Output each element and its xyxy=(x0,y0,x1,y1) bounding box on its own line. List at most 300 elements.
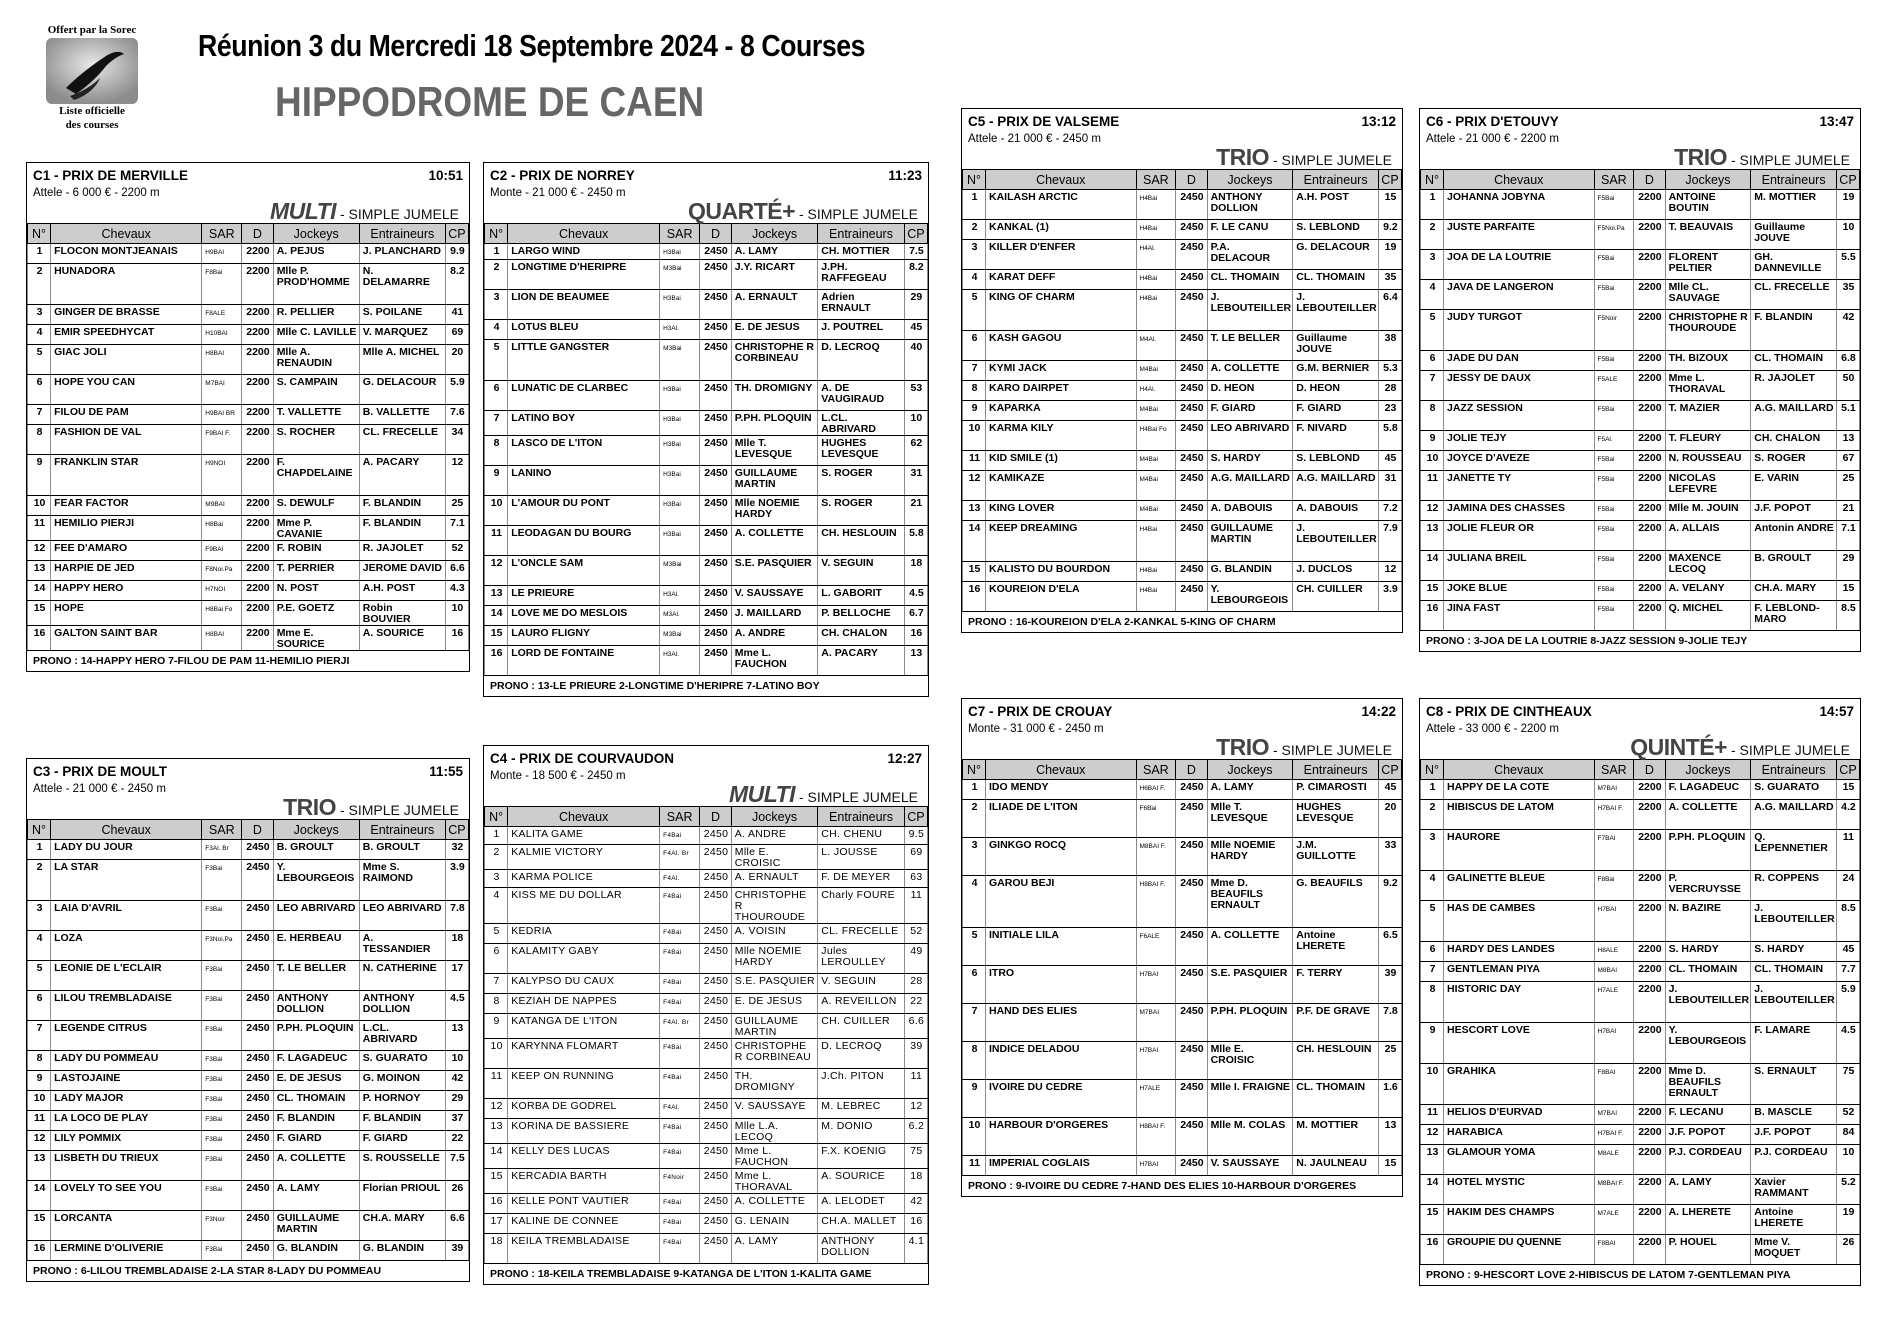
race-card-c6 xyxy=(1419,108,1861,652)
odds: 15 xyxy=(1378,1156,1401,1176)
distance: 2450 xyxy=(242,991,274,1021)
odds: 75 xyxy=(1836,1064,1859,1105)
sar-code: M4Bai xyxy=(1136,451,1176,471)
sar-code: F4Bai xyxy=(660,994,700,1014)
table-row xyxy=(485,944,928,974)
trainer-name: R. JAJOLET xyxy=(1751,371,1837,401)
runner-number: 2 xyxy=(963,220,986,240)
table-row xyxy=(485,1234,928,1264)
table-row xyxy=(485,827,928,845)
table-row xyxy=(28,425,469,455)
distance: 2450 xyxy=(242,1111,274,1131)
sar-code: H3Bai xyxy=(660,496,700,526)
table-row xyxy=(28,305,469,325)
sar-code: F5Noir xyxy=(1594,310,1634,351)
distance: 2450 xyxy=(1176,471,1207,501)
runner-number: 8 xyxy=(963,1042,986,1080)
horse-name: KING OF CHARM xyxy=(985,290,1136,331)
trainer-name: F. DE MEYER xyxy=(818,870,904,888)
table-row xyxy=(485,1144,928,1169)
horse-name: GALTON SAINT BAR xyxy=(51,626,202,651)
runner-number: 1 xyxy=(963,190,986,220)
distance: 2450 xyxy=(1176,562,1207,582)
odds: 39 xyxy=(445,1241,468,1261)
jockey-name: GUILLAUME MARTIN xyxy=(273,1211,359,1241)
horse-name: KALYPSO DU CAUX xyxy=(508,974,660,994)
horse-name: HISTORIC DAY xyxy=(1443,982,1594,1023)
sar-code: F4Al. Br xyxy=(660,845,700,870)
bet-main: QUINTÉ+ xyxy=(1630,734,1728,760)
odds: 62 xyxy=(904,436,927,466)
table-row xyxy=(1421,901,1860,942)
horse-name: EMIR SPEEDHYCAT xyxy=(51,325,202,345)
sar-code: H7BAI xyxy=(1594,1023,1634,1064)
trainer-name: CL. THOMAIN xyxy=(1751,351,1837,371)
distance: 2200 xyxy=(242,581,274,601)
jockey-name: TH. BIZOUX xyxy=(1665,351,1751,371)
odds: 8.5 xyxy=(1836,901,1859,942)
col-number-header: N° xyxy=(963,170,986,190)
sar-code: F4Al. xyxy=(660,1099,700,1119)
trainer-name: J. LEBOUTEILLER xyxy=(1751,982,1837,1023)
sar-code: F3Bai xyxy=(202,991,242,1021)
sar-code: H7BAI xyxy=(1594,901,1634,942)
header-row xyxy=(963,170,1402,190)
runner-number: 8 xyxy=(1421,401,1444,431)
table-row xyxy=(485,974,928,994)
col-odds-header: CP xyxy=(904,224,927,244)
odds: 15 xyxy=(1836,581,1859,601)
runner-number: 14 xyxy=(485,1144,508,1169)
odds: 9.2 xyxy=(1378,876,1401,928)
jockey-name: Mme L. THORAVAL xyxy=(1665,371,1751,401)
runner-number: 9 xyxy=(963,1080,986,1118)
runner-number: 8 xyxy=(28,1051,51,1071)
horse-name: HUNADORA xyxy=(51,264,202,305)
horse-name: KAILASH ARCTIC xyxy=(985,190,1136,220)
distance: 2450 xyxy=(1176,290,1207,331)
jockey-name: P. VERCRUYSSE xyxy=(1665,871,1751,901)
distance: 2450 xyxy=(1176,1042,1207,1080)
race-conditions: Attele - 21 000 € - 2200 m xyxy=(1426,133,1559,145)
race-header xyxy=(1420,109,1860,129)
trainer-name: F. LAMARE xyxy=(1751,1023,1837,1064)
sar-code: F4Bai xyxy=(660,1194,700,1214)
runner-number: 7 xyxy=(963,361,986,381)
odds: 12 xyxy=(904,1099,927,1119)
distance: 2200 xyxy=(1634,371,1665,401)
trainer-name: M. MOTTIER xyxy=(1293,1118,1379,1156)
distance: 2450 xyxy=(700,320,732,340)
odds: 7.7 xyxy=(1836,962,1859,982)
runner-number: 13 xyxy=(1421,1145,1444,1175)
trainer-name: B. MASCLE xyxy=(1751,1105,1837,1125)
table-row xyxy=(963,220,1402,240)
odds: 6.5 xyxy=(1378,928,1401,966)
sar-code: H8ALE xyxy=(1594,942,1634,962)
odds: 38 xyxy=(1378,331,1401,361)
horse-name: FILOU DE PAM xyxy=(51,405,202,425)
trainer-name: S. ERNAULT xyxy=(1751,1064,1837,1105)
horse-name: GENTLEMAN PIYA xyxy=(1443,962,1594,982)
trainer-name: LEO ABRIVARD xyxy=(359,901,445,931)
runner-number: 9 xyxy=(485,1014,508,1039)
jockey-name: F. GIARD xyxy=(273,1131,359,1151)
distance: 2200 xyxy=(242,244,274,264)
runners-table xyxy=(1420,169,1860,631)
jockey-name: G. LENAIN xyxy=(731,1214,817,1234)
sar-code: H6BAI F. xyxy=(1136,780,1176,800)
odds: 45 xyxy=(1836,942,1859,962)
table-row xyxy=(28,1051,469,1071)
odds: 42 xyxy=(1836,310,1859,351)
odds: 13 xyxy=(904,646,927,676)
trainer-name: F. BLANDIN xyxy=(359,496,445,516)
sar-code: F5Bai xyxy=(1594,401,1634,431)
horse-name: KANKAL (1) xyxy=(985,220,1136,240)
distance: 2450 xyxy=(700,1039,732,1069)
distance: 2450 xyxy=(242,1211,274,1241)
jockey-name: F. GIARD xyxy=(1207,401,1293,421)
trainer-name: Guillaume JOUVE xyxy=(1751,220,1837,250)
col-sar-header: SAR xyxy=(660,224,700,244)
bet-secondary: - SIMPLE JUMELE xyxy=(1269,152,1392,168)
jockey-name: A. COLLETTE xyxy=(731,526,817,556)
runner-number: 6 xyxy=(485,944,508,974)
sar-code: M4Bai xyxy=(1136,361,1176,381)
distance: 2200 xyxy=(1634,451,1665,471)
distance: 2200 xyxy=(242,405,274,425)
jockey-name: F. BLANDIN xyxy=(273,1111,359,1131)
odds: 26 xyxy=(445,1181,468,1211)
distance: 2200 xyxy=(242,541,274,561)
runners-table xyxy=(484,806,928,1264)
sar-code: F6ALE xyxy=(1136,928,1176,966)
runner-number: 2 xyxy=(28,264,51,305)
table-row xyxy=(28,1091,469,1111)
table-row xyxy=(485,466,928,496)
jockey-name: Q. MICHEL xyxy=(1665,601,1751,631)
race-header xyxy=(484,163,928,183)
horse-name: KALITA GAME xyxy=(508,827,660,845)
table-row xyxy=(485,1099,928,1119)
trainer-name: J.M. GUILLOTTE xyxy=(1293,838,1379,876)
sar-code: F5Bai xyxy=(1594,471,1634,501)
trainer-name: V. MARQUEZ xyxy=(359,325,445,345)
runner-number: 4 xyxy=(485,320,508,340)
bet-types xyxy=(27,795,469,819)
table-row xyxy=(1421,1064,1860,1105)
sar-code: F5Bai xyxy=(1594,581,1634,601)
jockey-name: TH. DROMIGNY xyxy=(731,1069,817,1099)
distance: 2450 xyxy=(242,1071,274,1091)
horse-name: LEODAGAN DU BOURG xyxy=(508,526,660,556)
horse-name: KEDRIA xyxy=(508,924,660,944)
odds: 22 xyxy=(445,1131,468,1151)
table-row xyxy=(28,1151,469,1181)
horse-name: LEONIE DE L'ECLAIR xyxy=(51,961,202,991)
bet-secondary: - SIMPLE JUMELE xyxy=(1269,742,1392,758)
odds: 5.3 xyxy=(1378,361,1401,381)
horse-name: LASTOJAINE xyxy=(51,1071,202,1091)
distance: 2450 xyxy=(242,901,274,931)
table-row xyxy=(963,780,1402,800)
runner-number: 12 xyxy=(485,556,508,586)
trainer-name: F. BLANDIN xyxy=(359,516,445,541)
table-row xyxy=(485,496,928,526)
trainer-name: Mlle A. MICHEL xyxy=(359,345,445,375)
distance: 2450 xyxy=(700,1214,732,1234)
sar-code: F9BAI F. xyxy=(202,425,242,455)
jockey-name: A. LAMY xyxy=(731,244,817,260)
distance: 2450 xyxy=(1176,1118,1207,1156)
runner-number: 1 xyxy=(28,244,51,264)
col-horse-header: Chevaux xyxy=(508,224,660,244)
horse-name: LOTUS BLEU xyxy=(508,320,660,340)
trainer-name: CH. CHALON xyxy=(1751,431,1837,451)
sar-code: M8ALE xyxy=(1594,1145,1634,1175)
sar-code: F4Bai xyxy=(660,1214,700,1234)
bet-types xyxy=(1420,735,1860,759)
trainer-name: F. BLANDIN xyxy=(1751,310,1837,351)
distance: 2200 xyxy=(242,425,274,455)
col-horse-header: Chevaux xyxy=(1443,170,1594,190)
runners-table xyxy=(27,819,469,1261)
odds: 21 xyxy=(904,496,927,526)
runner-number: 13 xyxy=(28,561,51,581)
jockey-name: ANTHONY DOLLION xyxy=(1207,190,1293,220)
sar-code: F3Bai xyxy=(202,961,242,991)
trainer-name: F. BLANDIN xyxy=(359,1111,445,1131)
odds: 7.9 xyxy=(1378,521,1401,562)
horse-name: JESSY DE DAUX xyxy=(1443,371,1594,401)
trainer-name: J. POUTREL xyxy=(818,320,904,340)
distance: 2450 xyxy=(1176,876,1207,928)
horse-name: INDICE DELADOU xyxy=(985,1042,1136,1080)
table-row xyxy=(963,1004,1402,1042)
odds: 5.2 xyxy=(1836,1175,1859,1205)
runners-table xyxy=(484,223,928,676)
trainer-name: J. LEBOUTEILLER xyxy=(1751,901,1837,942)
runner-number: 15 xyxy=(1421,1205,1444,1235)
horse-name: KARAT DEFF xyxy=(985,270,1136,290)
header-row xyxy=(485,224,928,244)
table-row xyxy=(1421,371,1860,401)
trainer-name: S. LEBLOND xyxy=(1293,220,1379,240)
jockey-name: MAXENCE LECOQ xyxy=(1665,551,1751,581)
distance: 2450 xyxy=(1176,220,1207,240)
runners-table xyxy=(1420,759,1860,1265)
jockey-name: N. BAZIRE xyxy=(1665,901,1751,942)
jockey-name: CHRISTOPHE R CORBINEAU xyxy=(731,340,817,381)
race-card-c8 xyxy=(1419,698,1861,1286)
trainer-name: M. DONIO xyxy=(818,1119,904,1144)
odds: 7.8 xyxy=(1378,1004,1401,1042)
col-odds-header: CP xyxy=(445,224,468,244)
runner-number: 6 xyxy=(1421,351,1444,371)
trainer-name: P. HORNOY xyxy=(359,1091,445,1111)
sar-code: H7BAI xyxy=(1136,1042,1176,1080)
distance: 2450 xyxy=(700,1099,732,1119)
race-title: C2 - PRIX DE NORREY xyxy=(490,168,635,183)
distance: 2200 xyxy=(242,345,274,375)
prono-line: PRONO : 9-HESCORT LOVE 2-HIBISCUS DE LATOM 7-GENTLEMAN PIYA xyxy=(1426,1269,1791,1281)
jockey-name: S.E. PASQUIER xyxy=(731,974,817,994)
table-row xyxy=(1421,1205,1860,1235)
trainer-name: Xavier RAMMANT xyxy=(1751,1175,1837,1205)
header-row xyxy=(28,820,469,840)
sar-code: F8ALE xyxy=(202,305,242,325)
odds: 10 xyxy=(1836,220,1859,250)
odds: 4.3 xyxy=(445,581,468,601)
odds: 39 xyxy=(904,1039,927,1069)
jockey-name: T. MAZIER xyxy=(1665,401,1751,431)
trainer-name: CH. CHALON xyxy=(818,626,904,646)
table-row xyxy=(1421,310,1860,351)
col-number-header: N° xyxy=(485,224,508,244)
jockey-name: N. POST xyxy=(273,581,359,601)
horse-name: LATINO BOY xyxy=(508,411,660,436)
odds: 13 xyxy=(1836,431,1859,451)
odds: 7.1 xyxy=(445,516,468,541)
trainer-name: JEROME DAVID xyxy=(359,561,445,581)
distance: 2450 xyxy=(700,526,732,556)
odds: 84 xyxy=(1836,1125,1859,1145)
col-jockey-header: Jockeys xyxy=(1665,170,1751,190)
odds: 1.6 xyxy=(1378,1080,1401,1118)
jockey-name: CHRISTOPHE R THOUROUDE xyxy=(1665,310,1751,351)
col-trainer-header: Entraineurs xyxy=(359,820,445,840)
col-sar-header: SAR xyxy=(202,820,242,840)
runner-number: 1 xyxy=(1421,780,1444,800)
sar-code: H8BAI xyxy=(202,345,242,375)
bet-types xyxy=(962,145,1402,169)
jockey-name: Mlle C. LAVILLE xyxy=(273,325,359,345)
header-row xyxy=(28,224,469,244)
sar-code: F4Bai xyxy=(660,1234,700,1264)
horse-name: LADY MAJOR xyxy=(51,1091,202,1111)
bet-secondary: - SIMPLE JUMELE xyxy=(336,802,459,818)
trainer-name: CL. THOMAIN xyxy=(1293,1080,1379,1118)
race-title: C4 - PRIX DE COURVAUDON xyxy=(490,751,675,766)
odds: 20 xyxy=(1378,800,1401,838)
horse-name: KEEP ON RUNNING xyxy=(508,1069,660,1099)
distance: 2450 xyxy=(700,944,732,974)
race-time: 11:55 xyxy=(429,764,463,779)
odds: 69 xyxy=(445,325,468,345)
horse-name: JAMINA DES CHASSES xyxy=(1443,501,1594,521)
sar-code: F4Bai xyxy=(660,924,700,944)
runner-number: 12 xyxy=(28,541,51,561)
jockey-name: S. HARDY xyxy=(1665,942,1751,962)
trainer-name: M. MOTTIER xyxy=(1751,190,1837,220)
table-row xyxy=(485,320,928,340)
runner-number: 7 xyxy=(28,405,51,425)
table-row xyxy=(28,1021,469,1051)
table-row xyxy=(28,244,469,264)
jockey-name: FLORENT PELTIER xyxy=(1665,250,1751,280)
distance: 2200 xyxy=(1634,1145,1665,1175)
col-horse-header: Chevaux xyxy=(508,807,660,827)
table-row xyxy=(963,421,1402,451)
distance: 2200 xyxy=(1634,1023,1665,1064)
sar-code: F3Bai xyxy=(202,860,242,901)
bet-main: TRIO xyxy=(1674,144,1728,170)
col-sar-header: SAR xyxy=(1136,760,1176,780)
distance: 2200 xyxy=(1634,800,1665,830)
col-number-header: N° xyxy=(28,224,51,244)
horse-name: ILIADE DE L'ITON xyxy=(985,800,1136,838)
odds: 10 xyxy=(904,411,927,436)
col-distance-header: D xyxy=(1176,170,1207,190)
col-horse-header: Chevaux xyxy=(985,170,1136,190)
horse-name: IDO MENDY xyxy=(985,780,1136,800)
sar-code: H9BAI BR xyxy=(202,405,242,425)
runner-number: 10 xyxy=(485,496,508,526)
sar-code: F5Bai xyxy=(1594,451,1634,471)
horse-name: GRAHIKA xyxy=(1443,1064,1594,1105)
table-row xyxy=(963,471,1402,501)
table-row xyxy=(963,876,1402,928)
trainer-name: G. BEAUFILS xyxy=(1293,876,1379,928)
odds: 34 xyxy=(445,425,468,455)
horse-name: KARO DAIRPET xyxy=(985,381,1136,401)
horse-name: FLOCON MONTJEANAIS xyxy=(51,244,202,264)
odds: 9.9 xyxy=(445,244,468,264)
distance: 2450 xyxy=(1176,838,1207,876)
race-title: C6 - PRIX D'ETOUVY xyxy=(1426,114,1559,129)
jockey-name: Y. LEBOURGEOIS xyxy=(273,860,359,901)
runner-number: 10 xyxy=(1421,1064,1444,1105)
sar-code: M3Bai xyxy=(660,260,700,290)
odds: 4.5 xyxy=(904,586,927,606)
runner-number: 2 xyxy=(1421,800,1444,830)
trainer-name: S. POILANE xyxy=(359,305,445,325)
jockey-name: CHRISTOPHE R THOUROUDE xyxy=(731,888,817,924)
jockey-name: P.J. CORDEAU xyxy=(1665,1145,1751,1175)
sar-code: F4Bai xyxy=(660,974,700,994)
sar-code: F8BAI xyxy=(1594,1064,1634,1105)
trainer-name: Antoine LHERETE xyxy=(1751,1205,1837,1235)
col-sar-header: SAR xyxy=(1136,170,1176,190)
distance: 2200 xyxy=(1634,780,1665,800)
sar-code: H4Bai xyxy=(1136,290,1176,331)
horse-name: LONGTIME D'HERIPRE xyxy=(508,260,660,290)
jockey-name: G. BLANDIN xyxy=(273,1241,359,1261)
jockey-name: A. COLLETTE xyxy=(731,1194,817,1214)
odds: 8.5 xyxy=(1836,601,1859,631)
horse-name: LOVE ME DO MESLOIS xyxy=(508,606,660,626)
sar-code: F3Noir xyxy=(202,1211,242,1241)
jockey-name: A. COLLETTE xyxy=(1207,361,1293,381)
trainer-name: J. LEBOUTEILLER xyxy=(1293,521,1379,562)
odds: 4.2 xyxy=(1836,800,1859,830)
horse-name: HESCORT LOVE xyxy=(1443,1023,1594,1064)
odds: 42 xyxy=(445,1071,468,1091)
trainer-name: CH. CUILLER xyxy=(1293,582,1379,612)
distance: 2200 xyxy=(1634,190,1665,220)
jockey-name: A. LAMY xyxy=(731,1234,817,1264)
table-row xyxy=(485,845,928,870)
odds: 12 xyxy=(1378,562,1401,582)
odds: 28 xyxy=(904,974,927,994)
trainer-name: J.F. POPOT xyxy=(1751,1125,1837,1145)
horse-name: HARPIE DE JED xyxy=(51,561,202,581)
table-row xyxy=(485,260,928,290)
table-row xyxy=(28,325,469,345)
col-horse-header: Chevaux xyxy=(51,224,202,244)
jockey-name: CL. THOMAIN xyxy=(1207,270,1293,290)
